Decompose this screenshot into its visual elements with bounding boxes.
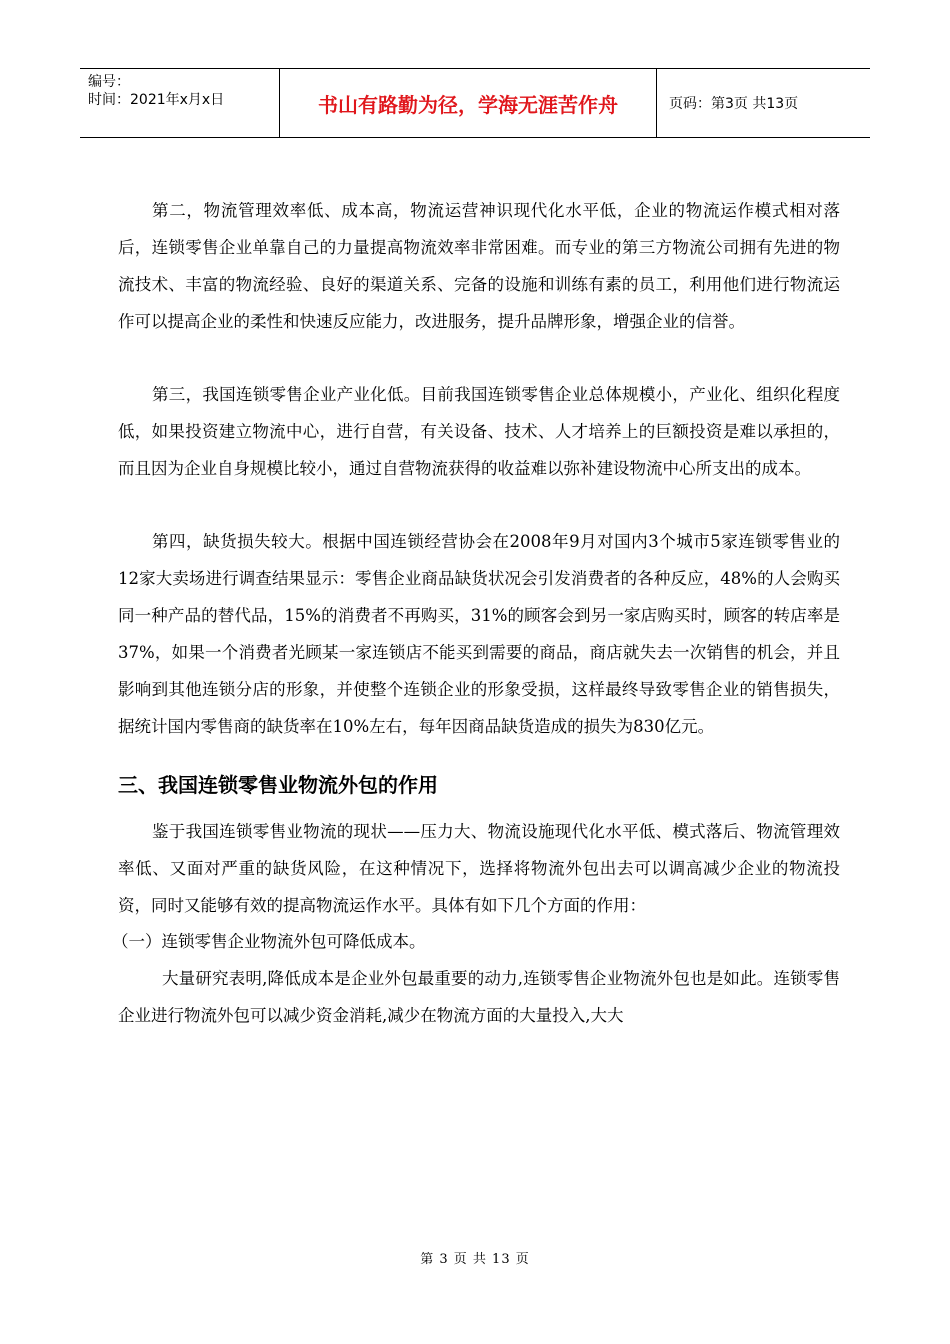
section-title: 三、我国连锁零售业物流外包的作用	[118, 773, 438, 797]
motto: 书山有路勤为径，学海无涯苦作舟	[280, 69, 657, 137]
document-body	[112, 192, 840, 1034]
document-header	[80, 68, 870, 138]
number-label: 编号：	[88, 74, 130, 90]
subheading-cost: （一）连锁零售企业物流外包可降低成本。	[112, 932, 426, 951]
paragraph-intro: 鉴于我国连锁零售业物流的现状——压力大、物流设施现代化水平低、模式落后、物流管理效率低、又面对严重的缺货风险，在这种情况下，选择将物流外包出去可以调高减少企业的物流投资，同时又能够有效的提高物流运作水平。具体有如下几个方面的作用：	[118, 822, 840, 915]
page-footer: 第 3 页 共 13 页	[420, 1252, 530, 1267]
paragraph-third: 第三，我国连锁零售企业产业化低。目前我国连锁零售企业总体规模小，产业化、组织化程度低，如果投资建立物流中心，进行自营，有关设备、技术、人才培养上的巨额投资是难以承担的，而且因为企业自身规模比较小，通过自营物流获得的收益难以弥补建设物流中心所支出的成本。	[118, 385, 840, 478]
header-left-cell	[80, 69, 280, 137]
time-label: 时间：2021年x月x日	[88, 92, 225, 108]
page-info: 页码：第3页 共13页	[669, 96, 799, 112]
paragraph-fourth: 第四，缺货损失较大。根据中国连锁经营协会在2008年9月对国内3个城市5家连锁零售业的12家大卖场进行调查结果显示：零售企业商品缺货状况会引发消费者的各种反应，48%的人会购买同一种产品的替代品，15%的消费者不再购买，31%的顾客会到另一家店购买时，顾客的转店率是37%，如果一个消费者光顾某一家连锁店不能买到需要的商品，商店就失去一次销售的机会，并且影响到其他连锁分店的形象，并使整个连锁企业的形象受损，这样最终导致零售企业的销售损失，据统计国内零售商的缺货率在10%左右，每年因商品缺货造成的损失为830亿元。	[118, 532, 840, 736]
paragraph-cost: 大量研究表明,降低成本是企业外包最重要的动力,连锁零售企业物流外包也是如此。连锁零售企业进行物流外包可以减少资金消耗,减少在物流方面的大量投入,大大	[118, 969, 840, 1025]
paragraph-second: 第二，物流管理效率低、成本高，物流运营神识现代化水平低，企业的物流运作模式相对落后，连锁零售企业单靠自己的力量提高物流效率非常困难。而专业的第三方物流公司拥有先进的物流技术、丰富的物流经验、良好的渠道关系、完备的设施和训练有素的员工，利用他们进行物流运作可以提高企业的柔性和快速反应能力，改进服务，提升品牌形象，增强企业的信誉。	[118, 201, 840, 331]
